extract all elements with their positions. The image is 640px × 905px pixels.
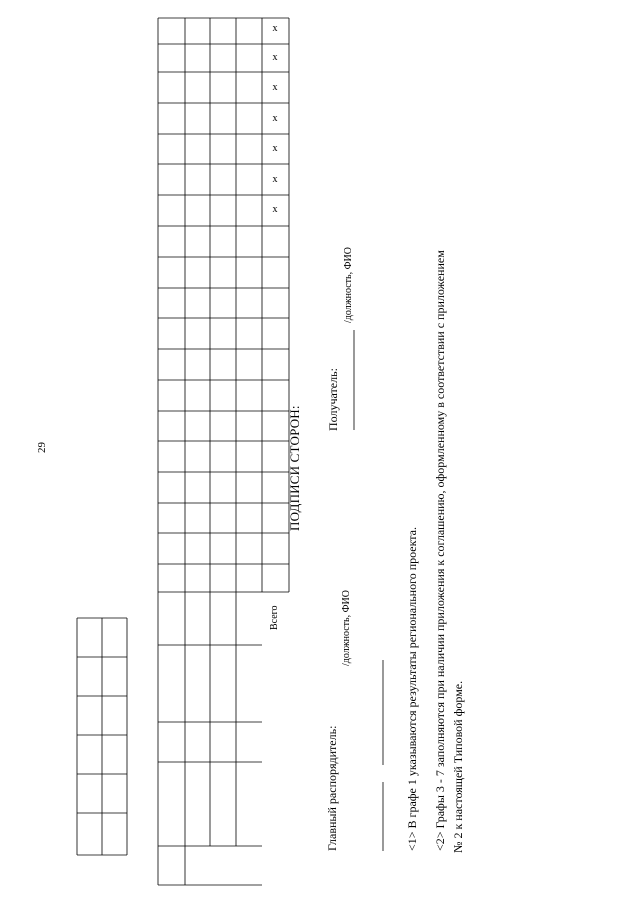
cross-mark: x	[272, 143, 278, 154]
signature-lines	[354, 330, 383, 851]
cross-mark: x	[272, 174, 278, 185]
recipient-title: Получатель:	[326, 368, 340, 431]
cross-mark: x	[272, 23, 278, 34]
total-row-label: Всего	[269, 605, 280, 630]
manager-title: Главный распорядитель:	[325, 725, 339, 851]
footnote-2-line-1: <2> Графы 3 - 7 заполняются при наличии приложения к соглашению, оформленному в соответствии с приложением	[433, 250, 447, 851]
small-table	[77, 618, 127, 855]
footnote-1: <1> В графе 1 указываются результаты регионального проекта.	[405, 526, 419, 851]
recipient-caption: /должность, ФИО	[343, 247, 354, 323]
manager-caption: /должность, ФИО	[341, 590, 352, 666]
signatures-heading: ПОДПИСИ СТОРОН:	[287, 405, 302, 531]
cross-mark: x	[272, 113, 278, 124]
cross-mark: x	[272, 82, 278, 93]
page-number: 29	[36, 442, 48, 453]
cross-mark: x	[272, 204, 278, 215]
cross-mark: x	[272, 52, 278, 63]
footnote-2-line-2: № 2 к настоящей Типовой форме.	[451, 680, 465, 853]
